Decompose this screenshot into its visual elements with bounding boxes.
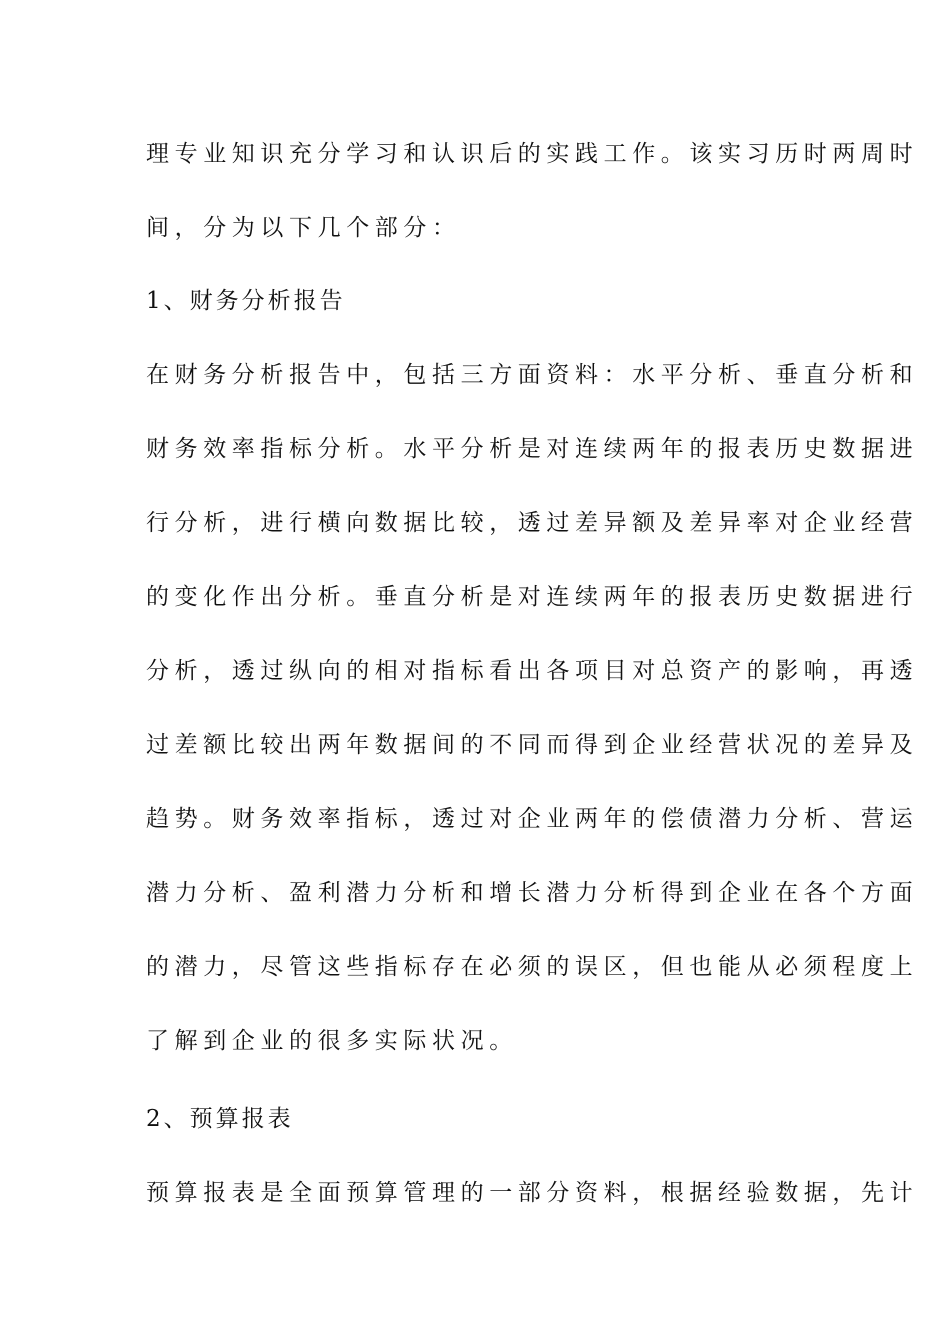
paragraph-line: 趋势。财务效率指标，透过对企业两年的偿债潜力分析、营运: [146, 806, 919, 832]
paragraph-line: 财务效率指标分析。水平分析是对连续两年的报表历史数据进: [146, 436, 919, 462]
paragraph-line: 在财务分析报告中，包括三方面资料：水平分析、垂直分析和: [146, 362, 919, 388]
paragraph-line: 间，分为以下几个部分：: [146, 215, 461, 241]
paragraph-line: 分析，透过纵向的相对指标看出各项目对总资产的影响，再透: [146, 658, 919, 684]
paragraph-line: 的潜力，尽管这些指标存在必须的误区，但也能从必须程度上: [146, 954, 919, 980]
paragraph-line: 潜力分析、盈利潜力分析和增长潜力分析得到企业在各个方面: [146, 880, 919, 906]
paragraph-line: 了解到企业的很多实际状况。: [146, 1028, 518, 1054]
paragraph-line: 的变化作出分析。垂直分析是对连续两年的报表历史数据进行: [146, 584, 919, 610]
paragraph-line: 过差额比较出两年数据间的不同而得到企业经营状况的差异及: [146, 732, 919, 758]
section-heading-budget-report: 2、预算报表: [146, 1106, 294, 1132]
paragraph-line: 预算报表是全面预算管理的一部分资料，根据经验数据，先计: [146, 1180, 919, 1206]
section-heading-financial-analysis: 1、财务分析报告: [146, 288, 346, 314]
paragraph-line: 理专业知识充分学习和认识后的实践工作。该实习历时两周时: [146, 141, 919, 167]
paragraph-line: 行分析，进行横向数据比较，透过差异额及差异率对企业经营: [146, 510, 919, 536]
